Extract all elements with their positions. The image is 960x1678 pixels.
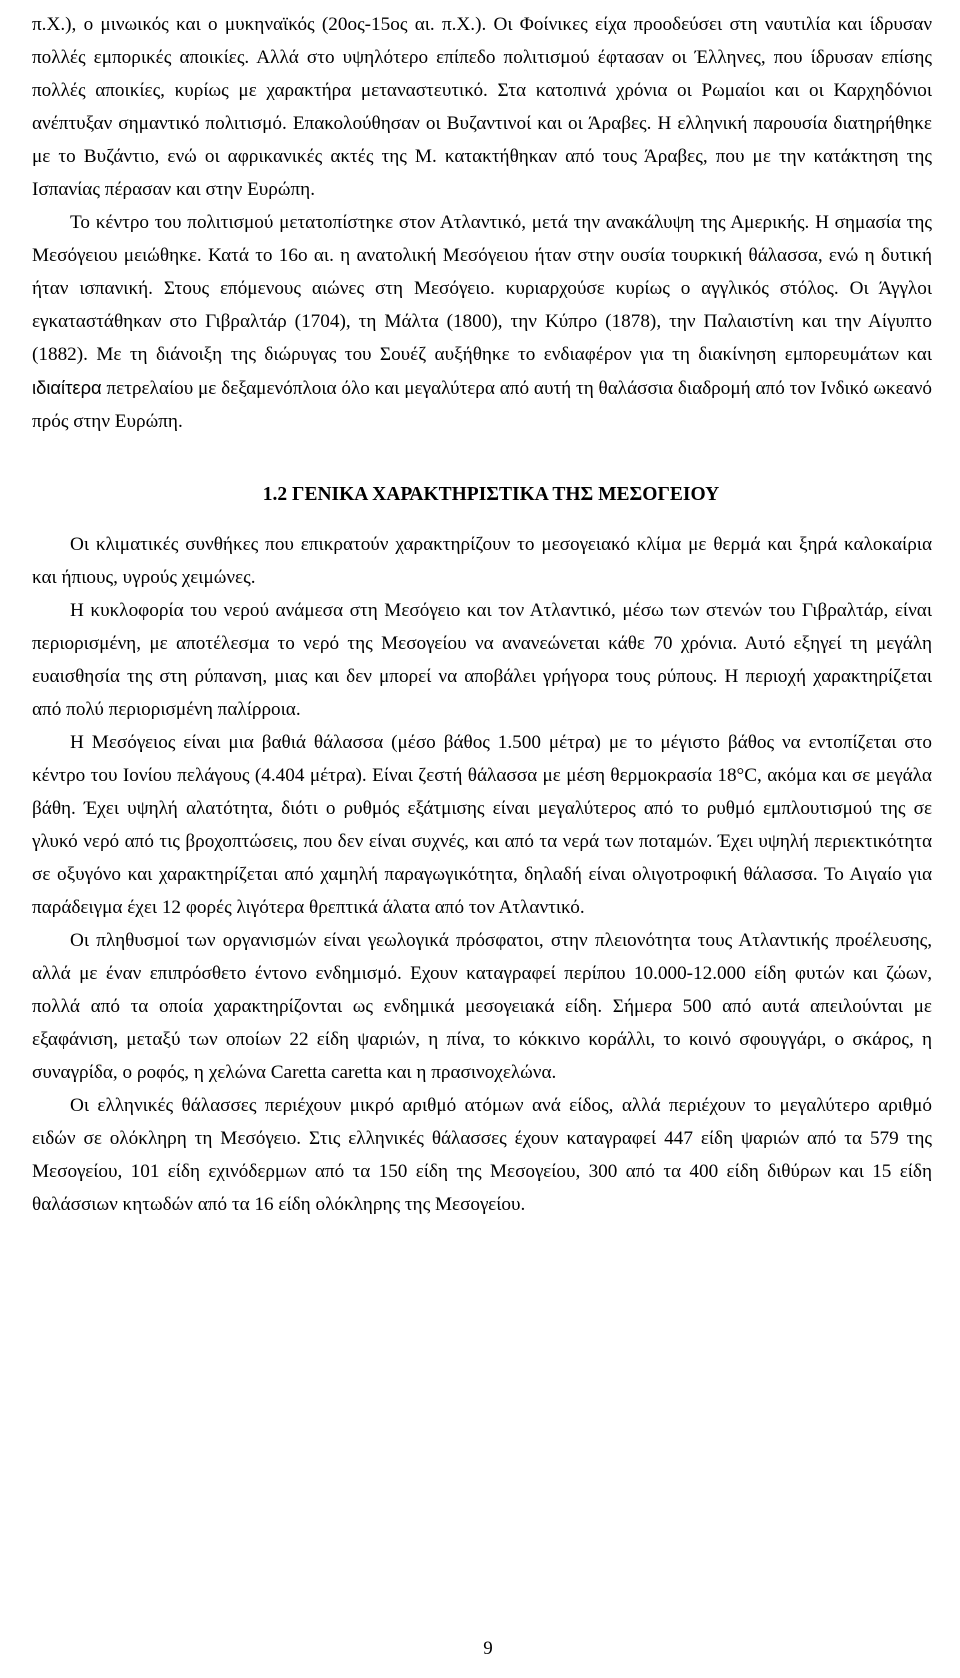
history-paragraph-1-text: π.Χ.), ο μινωικός και ο μυκηναϊκός (20ος-15ος αι. π.Χ.). Οι Φοίνικες είχα προοδεύσει στη ναυτιλία και ίδρυσαν πολλές εμπορικές αποικίες. Αλλά στο υψηλότερο επίπεδο πολιτισμού έφτασαν οι Έλληνες, που ίδρυσαν επίσης πολλές αποικίες, κυρίως με χαρακτήρα μεταναστευτικό. Στα κατοπινά χρόνια οι Ρωμαίοι και οι Καρχηδόνιοι ανέπτυξαν σημαντικό πολιτισμό. Επακολούθησαν οι Βυζαντινοί και οι Άραβες. Η ελληνική παρουσία διατηρήθηκε με το Βυζάντιο, ενώ οι αφρικανικές ακτές της Μ. κατακτήθηκαν από τους Άραβες, που με την κατάκτηση της Ισπανίας πέρασαν και στην Ευρώπη. <box>32 14 932 200</box>
history-paragraph-2 <box>32 206 932 438</box>
history-paragraph-2-text-b: ιδιαίτερα <box>32 377 102 398</box>
circulation-paragraph: Η κυκλοφορία του νερού ανάμεσα στη Μεσόγειο και τον Ατλαντικό, μέσω των στενών του Γιβραλτάρ, είναι περιορισμένη, με αποτέλεσμα το νερό της Μεσογείου να ανανεώνεται κάθε 70 χρόνια. Αυτό εξηγεί τη μεγάλη ευαισθησία της στη ρύπανση, μιας και δεν μπορεί να αποβάλει γρήγορα τους ρύπους. Η περιοχή χαρακτηρίζεται από πολύ περιορισμένη παλίρροια. <box>32 600 932 720</box>
greek-seas-paragraph: Οι ελληνικές θάλασσες περιέχουν μικρό αριθμό ατόμων ανά είδος, αλλά περιέχουν το μεγαλύτερο αριθμό ειδών σε ολόκληρη τη Μεσόγειο. Στις ελληνικές θάλασσες έχουν καταγραφεί 447 είδη ψαριών από τα 579 της Μεσογείου, 101 είδη εχινόδερμων από τα 150 είδη της Μεσογείου, 300 από τα 400 είδη διθύρων και 15 είδη θαλάσσιων κητωδών από τα 16 είδη ολόκληρης της Μεσογείου. <box>32 1095 932 1215</box>
section-heading: 1.2 ΓΕΝΙΚΑ ΧΑΡΑΚΤΗΡΙΣΤΙΚΑ ΤΗΣ ΜΕΣΟΓΕΙΟΥ <box>262 484 720 505</box>
history-paragraph-2-text-a: Το κέντρο του πολιτισμού μετατοπίστηκε στον Ατλαντικό, μετά την ανακάλυψη της Αμερικής. Η σημασία της Μεσόγειου μειώθηκε. Κατά το 16ο αι. η ανατολική Μεσόγειου ήταν στην ουσία τουρκική θάλασσα, ενώ η δυτική ήταν ισπανική. Στους επόμενους αιώνες στη Μεσόγειο. κυριαρχούσε κυρίως ο αγγλικός στόλος. Οι Άγγλοι εγκαταστάθηκαν στο Γιβραλτάρ (1704), τη Μάλτα (1800), την Κύπρο (1878), την Παλαιστίνη και την Αίγυπτο (1882). Με τη διάνοιξη της διώρυγας του Σουέζ αυξήθηκε το ενδιαφέρον για τη διακίνηση εμπορευμάτων και <box>32 212 932 365</box>
page-number: 9 <box>483 1638 493 1659</box>
history-paragraph-2-text-c: πετρελαίου με δεξαμενόπλοια όλο και μεγαλύτερα από αυτή τη θαλάσσια διαδρομή από τον Ινδικό ωκεανό πρός στην Ευρώπη. <box>32 378 932 432</box>
species-paragraph: Οι πληθυσμοί των οργανισμών είναι γεωλογικά πρόσφατοι, στην πλειονότητα τους Ατλαντικής προέλευσης, αλλά με έναν επιπρόσθετο έντονο ενδημισμό. Εχουν καταγραφεί περίπου 10.000-12.000 είδη φυτών και ζώων, πολλά από τα οποία χαρακτηρίζονται ως ενδημικά μεσογειακά είδη. Σήμερα 500 από αυτά απειλούνται με εξαφάνιση, μεταξύ των οποίων 22 είδη ψαριών, η πίνα, το κόκκινο κοράλλι, το κοινό σφουγγάρι, ο σκάρος, η συναγρίδα, ο ροφός, η χελώνα Caretta caretta και η πρασινοχελώνα. <box>32 930 932 1083</box>
depth-paragraph: Η Μεσόγειος είναι μια βαθιά θάλασσα (μέσο βάθος 1.500 μέτρα) με το μέγιστο βάθος να εντοπίζεται στο κέντρο του Ιονίου πελάγους (4.404 μέτρα). Είναι ζεστή θάλασσα με μέση θερμοκρασία 18°C, ακόμα και σε μεγάλα βάθη. Έχει υψηλή αλατότητα, διότι ο ρυθμός εξάτμισης είναι μεγαλύτερος από το ρυθμό εμπλουτισμού της σε γλυκό νερό από τις βροχοπτώσεις, που δεν είναι συχνές, και από τα νερά των ποταμών. Έχει υψηλή περιεκτικότητα σε οξυγόνο και χαρακτηρίζεται από χαμηλή παραγωγικότητα, δηλαδή είναι ολιγοτροφική θάλασσα. Το Αιγαίο για παράδειγμα έχει 12 φορές λιγότερα θρεπτικά άλατα από τον Ατλαντικό. <box>32 732 932 918</box>
climate-paragraph: Οι κλιματικές συνθήκες που επικρατούν χαρακτηρίζουν το μεσογειακό κλίμα με θερμά και ξηρά καλοκαίρια και ήπιους, υγρούς χειμώνες. <box>32 534 932 588</box>
document-page <box>32 8 932 1221</box>
history-paragraph-1 <box>32 8 932 206</box>
